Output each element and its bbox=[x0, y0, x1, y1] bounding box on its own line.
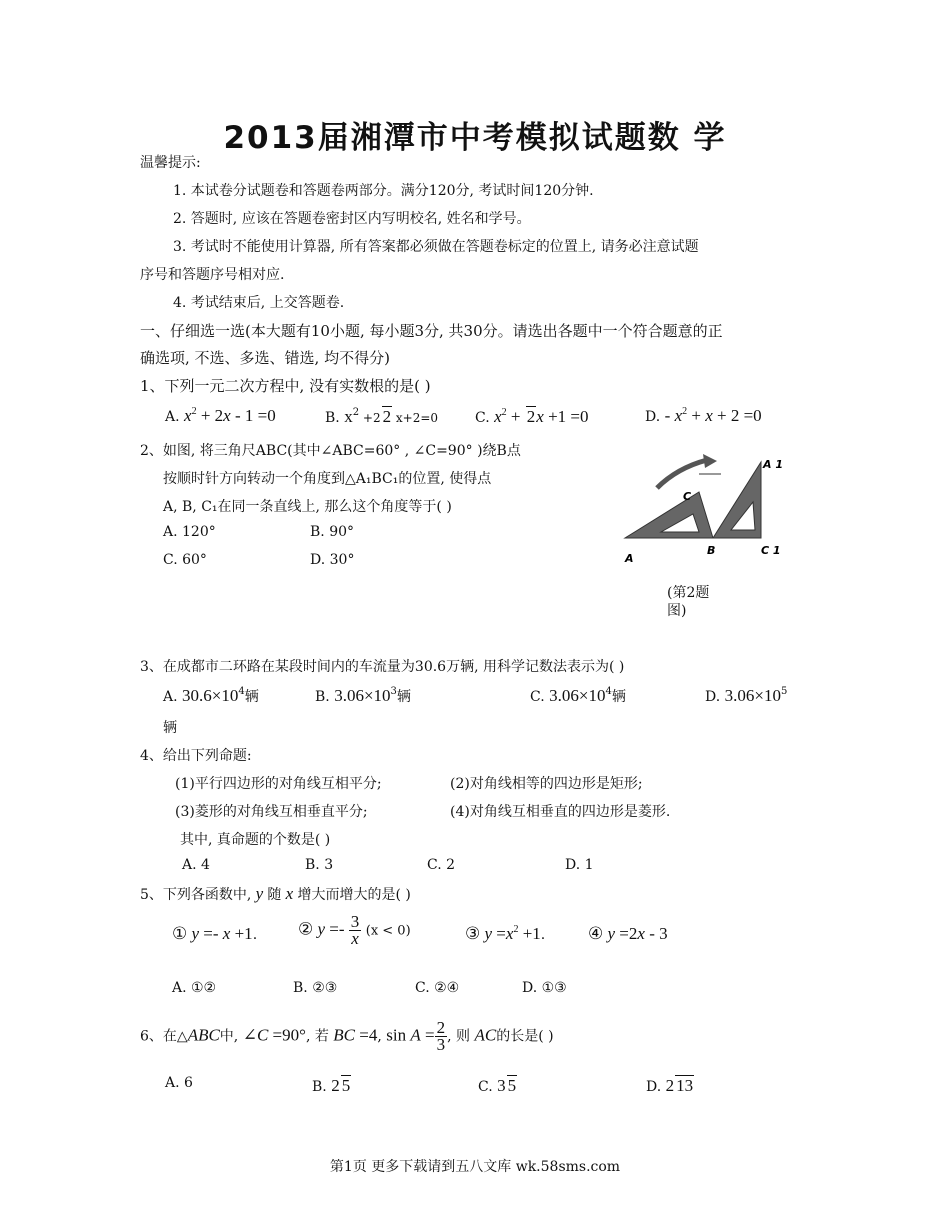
triangle-abc bbox=[625, 492, 713, 538]
rotation-arrowhead bbox=[703, 454, 717, 468]
question-5-option-c: C. ②④ bbox=[415, 980, 460, 996]
question-1-stem: 1、下列一元二次方程中, 没有实数根的是( ) bbox=[140, 377, 431, 395]
question-1-option-a: A. $x^2 + 2x - 1 =0$ bbox=[165, 406, 276, 425]
proposition-2: (2)对角线相等的四边形是矩形; bbox=[450, 776, 643, 792]
proposition-4: (4)对角线互相垂直的四边形是菱形. bbox=[450, 804, 671, 820]
question-3-option-d: D. $3.06\times 10^5$ bbox=[705, 686, 788, 705]
proposition-1: (1)平行四边形的对角线互相平分; bbox=[175, 776, 382, 792]
question-1-option-d: D. - $x^2 + x + 2 =0$ bbox=[645, 406, 762, 425]
question-4-option-c: C. 2 bbox=[427, 857, 456, 873]
tip-item: 序号和答题序号相对应. bbox=[140, 267, 285, 283]
question-6-option-d: D. 2 13 bbox=[646, 1076, 694, 1095]
question-5-option-a: A. ①② bbox=[172, 980, 217, 996]
figure-label-a: A bbox=[625, 552, 634, 565]
question-2-line1: 2、如图, 将三角尺ABC(其中∠ABC=60° , ∠C=90° )绕B点 bbox=[140, 443, 521, 459]
tip-item: 4. 考试结束后, 上交答题卷. bbox=[173, 295, 345, 311]
question-5-function-3: ③ $y =x^2 +1$. bbox=[465, 924, 546, 943]
question-4-option-d: D. 1 bbox=[565, 857, 594, 873]
question-3-option-a: A. $30.6\times 10^4$辆 bbox=[163, 686, 259, 705]
question-2-figure bbox=[615, 452, 795, 572]
question-5-function-4: ④ y =2x - 3 bbox=[588, 924, 668, 943]
question-4-option-b: B. 3 bbox=[305, 857, 334, 873]
figure-caption-line1: (第2题 bbox=[667, 585, 710, 601]
question-3-stem: 3、在成都市二环路在某段时间内的车流量为30.6万辆, 用科学记数法表示为( ) bbox=[140, 659, 625, 675]
question-4-ask: 其中, 真命题的个数是( ) bbox=[180, 832, 331, 848]
question-6-option-b: B. 2 5 bbox=[312, 1076, 351, 1095]
question-3-unit-wrap: 辆 bbox=[163, 720, 177, 736]
question-2-option-b: B. 90° bbox=[310, 524, 355, 540]
question-2-line3: A, B, C₁在同一条直线上, 那么这个角度等于( ) bbox=[163, 499, 452, 515]
question-6-option-a: A. 6 bbox=[165, 1075, 193, 1091]
question-2-option-a: A. 120° bbox=[163, 524, 216, 540]
question-5-option-b: B. ②③ bbox=[293, 980, 338, 996]
question-3-option-b: B. $3.06\times 10^3$辆 bbox=[315, 686, 411, 705]
question-2-line2: 按顺时针方向转动一个角度到△A₁BC₁的位置, 使得点 bbox=[163, 471, 492, 487]
figure-label-c: C bbox=[683, 490, 692, 503]
question-6-option-c: C. 3 5 bbox=[478, 1076, 517, 1095]
question-4-stem: 4、给出下列命题: bbox=[140, 748, 252, 764]
figure-caption-line2: 图) bbox=[667, 603, 687, 619]
tips-heading: 温馨提示: bbox=[140, 155, 201, 171]
question-5-stem: 5、下列各函数中, y 随 x 增大而增大的是( ) bbox=[140, 884, 411, 903]
question-5-function-2: ② y =- $\frac{3}{x}$ (x < 0) bbox=[298, 912, 411, 948]
question-2-option-d: D. 30° bbox=[310, 552, 355, 568]
figure-label-a1: A 1 bbox=[763, 458, 783, 471]
question-2-option-c: C. 60° bbox=[163, 552, 207, 568]
page-footer: 第1页 更多下载请到五八文库 wk.58sms.com bbox=[329, 1159, 621, 1175]
tip-item: 1. 本试卷分试题卷和答题卷两部分。满分120分, 考试时间120分钟. bbox=[173, 183, 594, 199]
question-5-option-d: D. ①③ bbox=[522, 980, 567, 996]
question-5-function-1: ① y =- x +1. bbox=[172, 924, 258, 943]
triangle-a1bc1 bbox=[713, 462, 761, 538]
page-title: 2013届湘潭市中考模拟试题数 学 bbox=[223, 120, 727, 156]
figure-label-c1: C 1 bbox=[761, 544, 781, 557]
tip-item: 3. 考试时不能使用计算器, 所有答案都必须做在答题卷标定的位置上, 请务必注意试题 bbox=[173, 239, 699, 255]
question-6-stem: 6、在△ABC中, ∠C =90°, 若 BC =4, sin A = $\frac{2}{3}$ , 则 AC的长是( ) bbox=[140, 1018, 554, 1054]
question-3-option-c: C. $3.06\times 10^4$辆 bbox=[530, 686, 626, 705]
section-heading: 一、仔细选一选(本大题有10小题, 每小题3分, 共30分。请选出各题中一个符合题意的正 bbox=[140, 322, 723, 340]
question-1-option-b: B. $x^2 +2$ 2 x+2=0 bbox=[325, 407, 439, 426]
tip-item: 2. 答题时, 应该在答题卷密封区内写明校名, 姓名和学号。 bbox=[173, 211, 531, 227]
question-4-option-a: A. 4 bbox=[182, 857, 210, 873]
figure-label-b: B bbox=[707, 544, 716, 557]
proposition-3: (3)菱形的对角线互相垂直平分; bbox=[175, 804, 368, 820]
question-1-option-c: C. $x^2 + 2x +1 =0$ bbox=[475, 407, 589, 426]
section-heading-cont: 确选项, 不选、多选、错选, 均不得分) bbox=[140, 349, 390, 367]
